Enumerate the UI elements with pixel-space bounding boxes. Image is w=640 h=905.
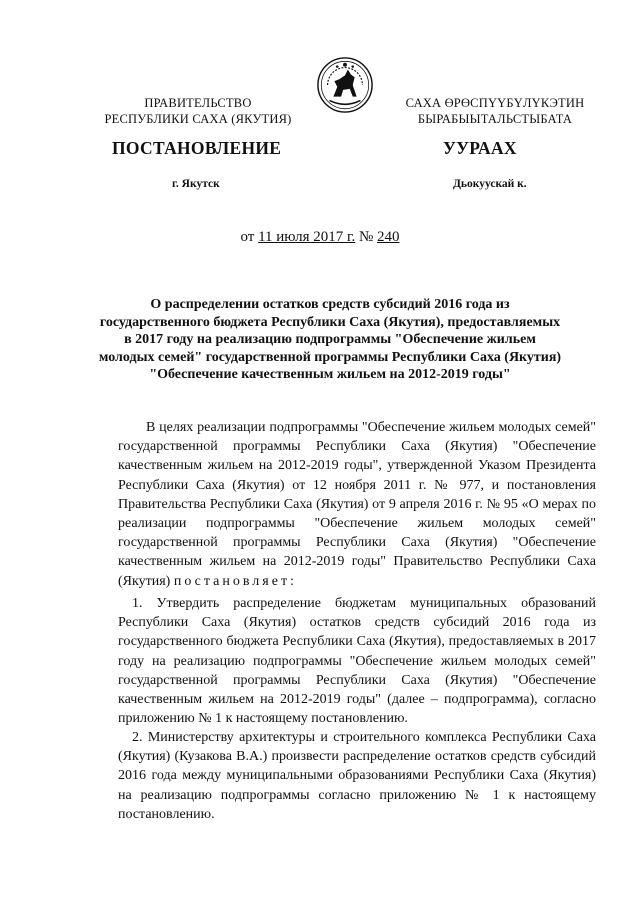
doc-type-ru: ПОСТАНОВЛЕНИЕ	[112, 138, 282, 158]
gov-name-ru-line2: РЕСПУБЛИКИ САХА (ЯКУТИЯ)	[104, 112, 292, 126]
city-sah: Дьокуускай к.	[453, 178, 527, 190]
document-heading	[86, 296, 574, 384]
preamble-paragraph	[118, 418, 596, 591]
heading-line: в 2017 году на реализацию подпрограммы "Обеспечение жильем	[124, 332, 536, 347]
preamble-text: В целях реализации подпрограммы "Обеспечение жильем молодых семей" государственной программы Республики Саха (Якутия) "Обеспечение качественным жильем на 2012-2019 годы", утвержденной Указом Президента Республики Саха (Якутия) от 12 ноября 2011 г. № 977, и постановления Правительства Республики Саха (Якутия) от 9 апреля 2016 г. № 95 «О мерах по реализации подпрограммы "Обеспечение жильем молодых семей" государственной программы Республики Саха (Якутия) "Обеспечение качественным жильем на 2012-2019 годы" Правительство Республики Саха (Якутия)	[118, 420, 596, 589]
city-ru: г. Якутск	[172, 178, 220, 190]
heading-line: "Обеспечение качественным жильем на 2012-2019 годы"	[149, 367, 511, 382]
coat-of-arms-emblem-icon	[316, 56, 374, 114]
document-date: 11 июля 2017 г.	[258, 229, 356, 245]
doc-type-sah: УУРААХ	[443, 138, 517, 158]
document-number: 240	[377, 229, 400, 245]
clause-2: 2. Министерству архитектуры и строительного комплекса Республики Саха (Якутия) (Кузакова В.А.) произвести распределение остатков средств субсидий 2016 года между муниципальными образованиями Республики Саха (Якутия) на реализацию подпрограммы согласно приложению № 1 к настоящему постановлению.	[118, 730, 596, 822]
gov-name-ru-line1: ПРАВИТЕЛЬСТВО	[144, 96, 252, 110]
dateline	[0, 229, 640, 246]
dateline-prefix: от	[240, 229, 255, 245]
heading-line: государственного бюджета Республики Саха (Якутия), предоставляемых	[99, 314, 561, 330]
heading-line: молодых семей" государственной программы Республики Саха (Якутия)	[98, 349, 562, 365]
gov-name-sah-line2: БЫРАБЫЫТАЛЬСТЫБАТА	[417, 112, 573, 126]
header-right	[385, 95, 605, 127]
heading-line: О распределении остатков средств субсидий 2016 года из	[150, 297, 510, 312]
header-left	[88, 95, 308, 127]
gov-name-sah-line1: САХА ӨРӨСПҮҮБҮЛҮКЭТИН	[405, 96, 585, 110]
decree-word: постановляет:	[173, 573, 297, 589]
number-sign: №	[358, 229, 374, 245]
clause-1: 1. Утвердить распределение бюджетам муниципальных образований Республики Саха (Якутия) остатков средств субсидий 2016 года из государственного бюджета Республики Саха (Якутия), предоставляемых в 2017 году на реализацию подпрограммы "Обеспечение жильем молодых семей" государственной программы Республики Саха (Якутия) "Обеспечение качественным жильем на 2012-2019 годы" (далее – подпрограмма), согласно приложению № 1 к настоящему постановлению.	[118, 596, 596, 727]
